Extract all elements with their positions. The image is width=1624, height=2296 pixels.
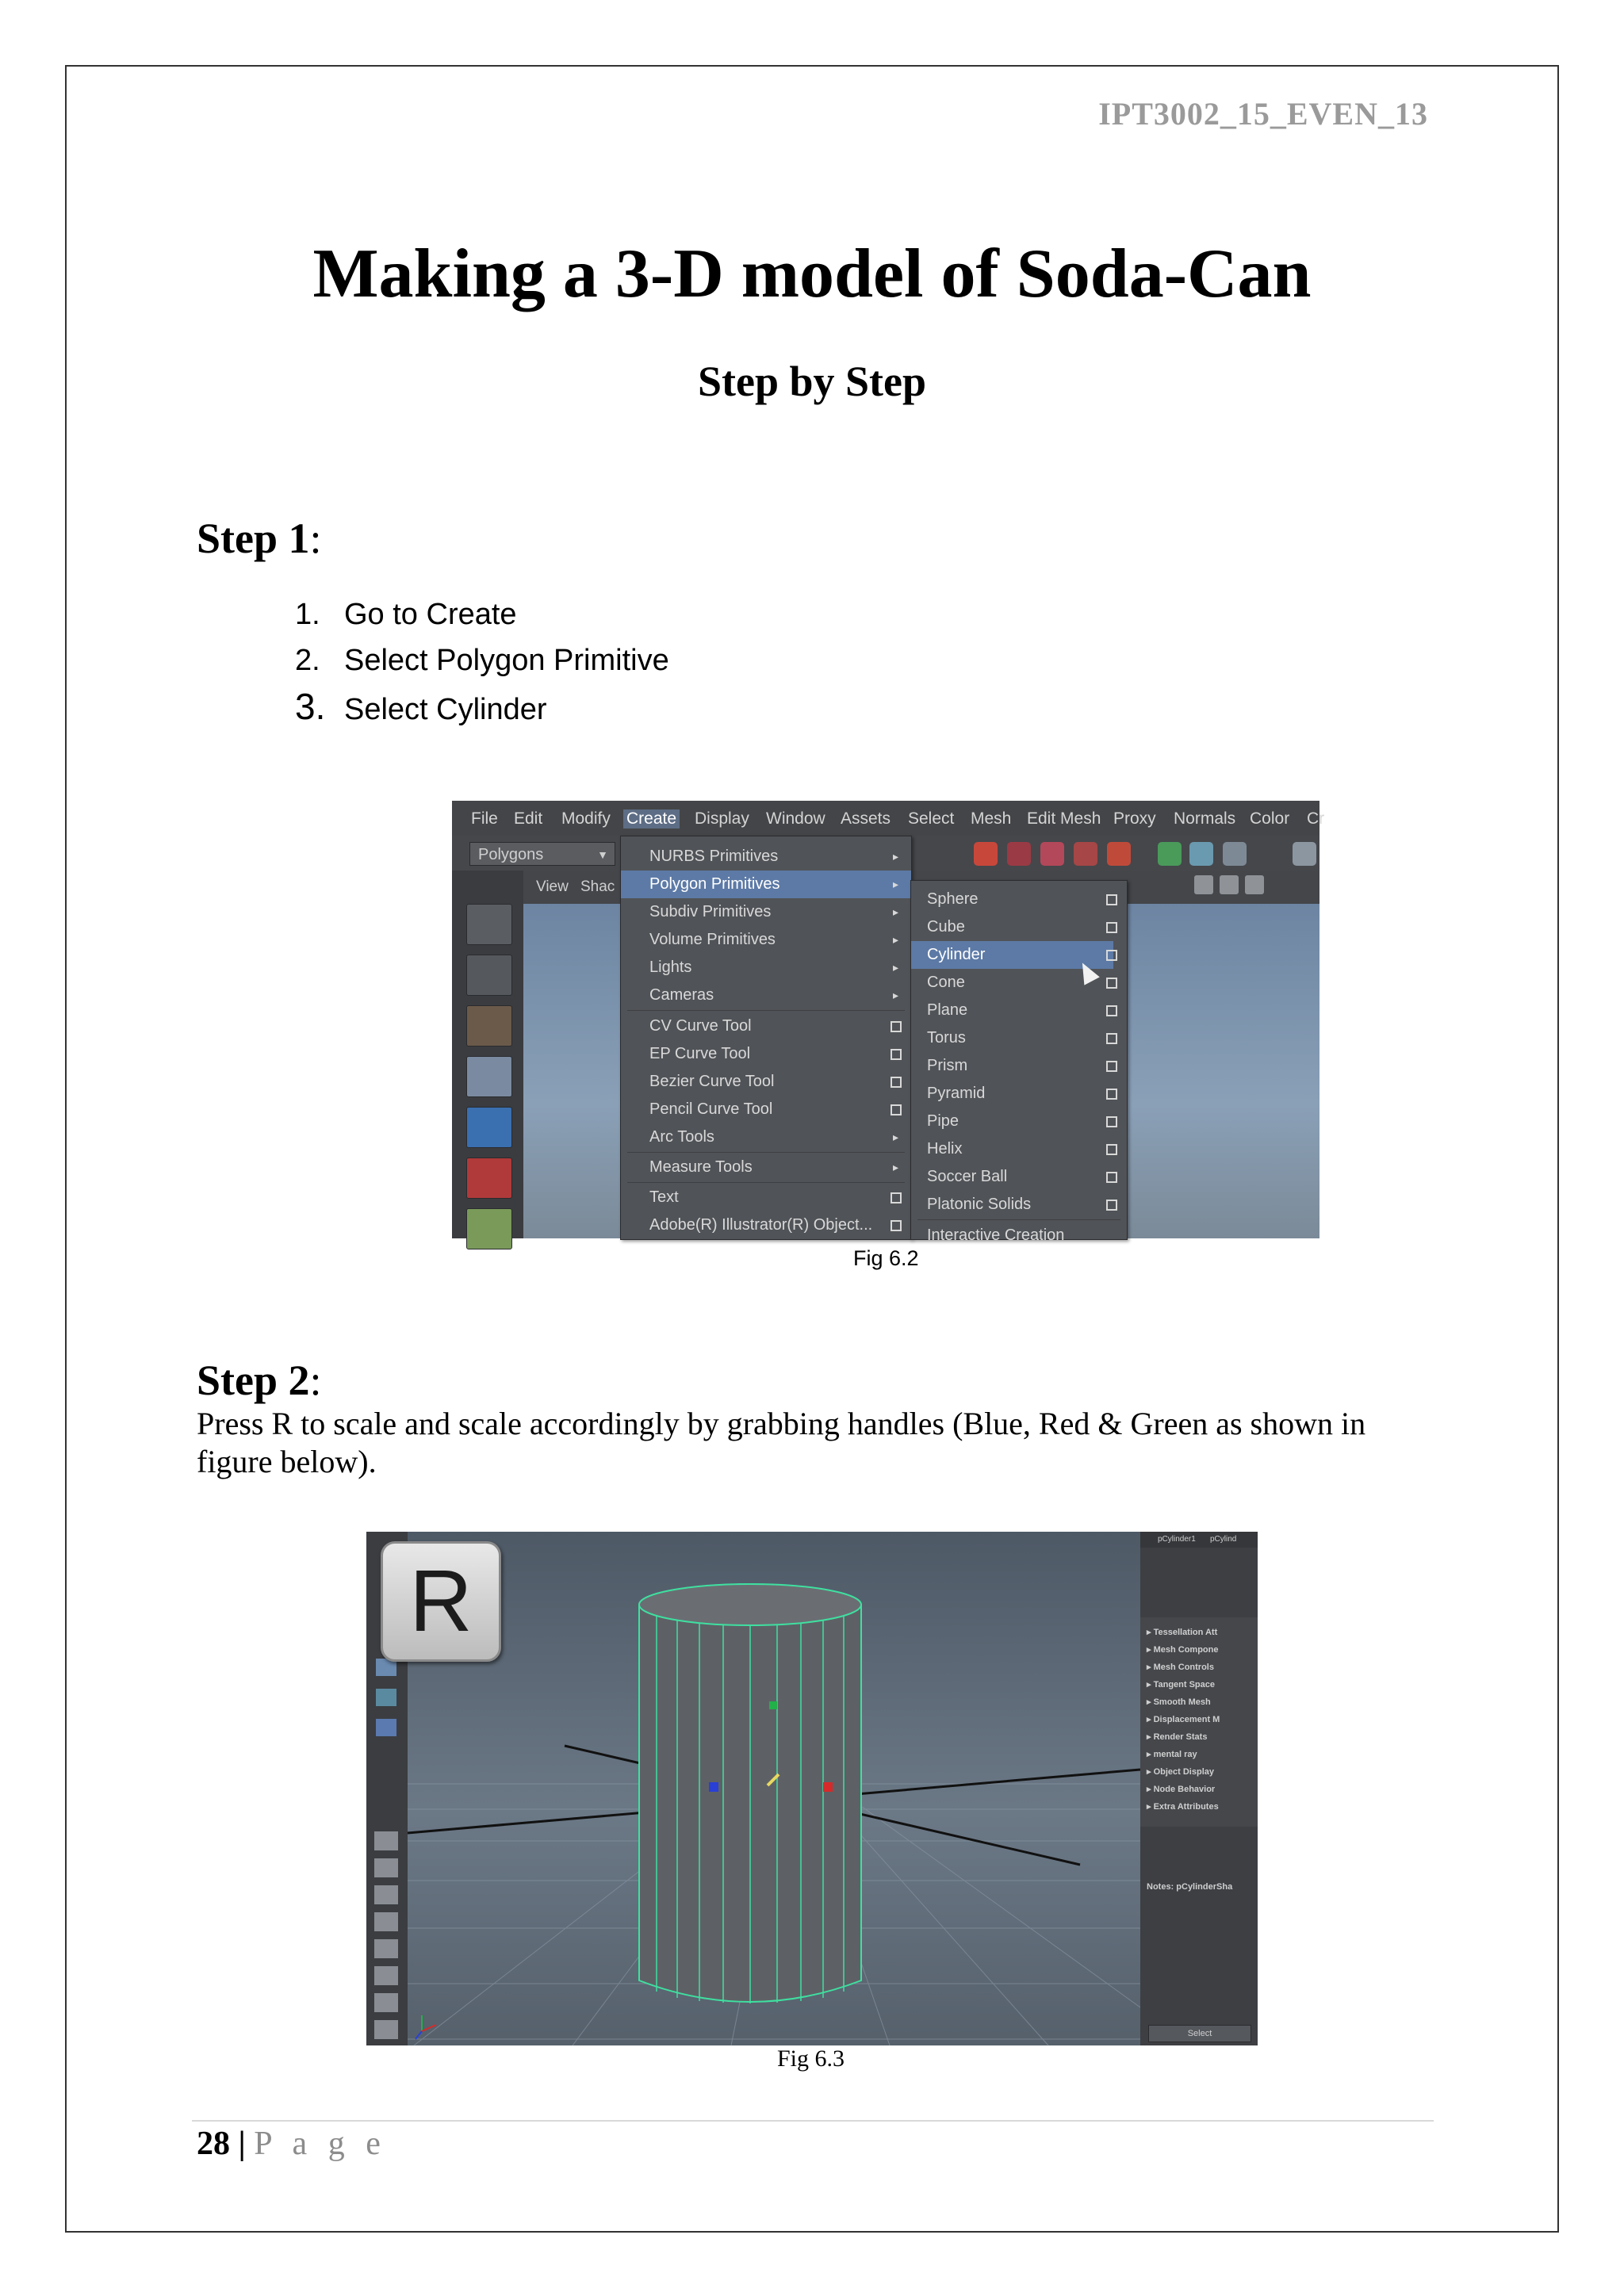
- option-box-icon[interactable]: [1106, 894, 1117, 905]
- option-box-icon[interactable]: [1106, 1200, 1117, 1211]
- step1-list: [295, 591, 669, 729]
- menu-item[interactable]: Cameras ▸: [621, 982, 911, 1009]
- panel-icon[interactable]: [1194, 875, 1213, 894]
- menu-select[interactable]: Select: [908, 809, 955, 828]
- notes-label: Notes: pCylinderSha: [1147, 1882, 1233, 1892]
- page-number: 28: [197, 2126, 230, 2162]
- attribute-item[interactable]: ▸ Smooth Mesh: [1147, 1697, 1211, 1707]
- z-scale-handle[interactable]: [709, 1782, 718, 1792]
- menu-create[interactable]: Create: [623, 809, 680, 828]
- option-box-icon[interactable]: [1106, 922, 1117, 933]
- submenu-arrow-icon: ▸: [892, 933, 898, 946]
- attribute-item[interactable]: ▸ Displacement M: [1147, 1715, 1220, 1724]
- document-id: IPT3002_15_EVEN_13: [1098, 96, 1428, 132]
- option-box-icon[interactable]: [1106, 1172, 1117, 1183]
- lasso-tool-icon[interactable]: [466, 955, 512, 996]
- layout-icon[interactable]: [374, 1993, 398, 2012]
- submenu-arrow-icon: ▸: [892, 1131, 898, 1143]
- menu-item[interactable]: Arc Tools ▸: [621, 1123, 911, 1151]
- scale-tool-icon[interactable]: [466, 1158, 512, 1199]
- menu-divider: [627, 1010, 905, 1011]
- figure-caption: Fig 6.2: [853, 1246, 919, 1270]
- cylinder-scale-figure: [366, 1532, 1258, 2045]
- attribute-item[interactable]: ▸ Tangent Space: [1147, 1680, 1216, 1689]
- mode-selector[interactable]: [469, 842, 615, 866]
- menu-item[interactable]: Cylinder: [911, 941, 1113, 969]
- toolbox: [452, 871, 523, 1238]
- submenu-arrow-icon: ▸: [892, 905, 898, 918]
- menu-item[interactable]: Soccer Ball: [911, 1163, 1127, 1191]
- menu-item[interactable]: Cone: [911, 969, 1127, 997]
- page-title: Making a 3-D model of Soda-Can: [312, 235, 1312, 312]
- shelf-icon[interactable]: [1107, 842, 1131, 866]
- page-label: P a g e: [254, 2126, 387, 2162]
- panel-menu-view[interactable]: View: [536, 878, 569, 895]
- menu-item[interactable]: Pyramid: [911, 1080, 1127, 1108]
- manipulator-tool-icon[interactable]: [466, 1208, 512, 1249]
- list-text: Select Polygon Primitive: [344, 644, 669, 677]
- menu-item[interactable]: Pencil Curve Tool: [621, 1096, 911, 1123]
- tool-icon[interactable]: [376, 1689, 396, 1706]
- shelf-icon[interactable]: [1223, 842, 1247, 866]
- page-footer: [197, 2125, 387, 2163]
- attribute-item[interactable]: ▸ mental ray: [1147, 1750, 1197, 1759]
- shelf-icon[interactable]: [1189, 842, 1213, 866]
- layout-icon[interactable]: [374, 1966, 398, 1985]
- layout-icon[interactable]: [374, 1912, 398, 1931]
- menu-item[interactable]: Adobe(R) Illustrator(R) Object...: [621, 1211, 911, 1239]
- footer-divider: [192, 2120, 1434, 2122]
- move-tool-icon[interactable]: [466, 1056, 512, 1097]
- create-menu: [620, 836, 912, 1240]
- menu-divider: [627, 1182, 905, 1183]
- paint-tool-icon[interactable]: [466, 1005, 512, 1047]
- tab-pcylinder-shape[interactable]: pCylind: [1210, 1535, 1237, 1544]
- option-box-icon[interactable]: [1106, 1116, 1117, 1127]
- list-item: [295, 683, 669, 729]
- menu-item[interactable]: Subdiv Primitives ▸: [621, 898, 911, 926]
- option-box-icon[interactable]: [891, 1104, 902, 1115]
- menu-item[interactable]: CV Curve Tool: [621, 1012, 911, 1040]
- select-button[interactable]: Select: [1148, 2025, 1251, 2042]
- menu-item[interactable]: Torus: [911, 1024, 1127, 1052]
- layout-icon[interactable]: [374, 2020, 398, 2039]
- list-number: 2.: [295, 644, 320, 677]
- panel-menu-shading[interactable]: Shac: [580, 878, 615, 895]
- attribute-item[interactable]: ▸ Mesh Controls: [1147, 1663, 1214, 1672]
- mode-selector-value: Polygons: [478, 846, 544, 863]
- submenu-arrow-icon: ▸: [892, 878, 898, 890]
- option-box-icon[interactable]: [1106, 978, 1117, 989]
- menu-item[interactable]: Measure Tools ▸: [621, 1154, 911, 1181]
- menu-item[interactable]: Sphere: [911, 886, 1127, 913]
- menu-mesh[interactable]: Mesh: [971, 809, 1012, 828]
- menu-edit[interactable]: Edit: [514, 809, 543, 828]
- option-box-icon[interactable]: [1106, 1005, 1117, 1016]
- option-box-icon[interactable]: [891, 1220, 902, 1231]
- list-item: [295, 591, 669, 637]
- attribute-editor: [1140, 1532, 1258, 2045]
- attribute-item[interactable]: ▸ Extra Attributes: [1147, 1802, 1219, 1812]
- shelf-icon[interactable]: [974, 842, 998, 866]
- list-number: 1.: [295, 598, 320, 631]
- shelf-icon[interactable]: [1158, 842, 1182, 866]
- attribute-item[interactable]: ▸ Node Behavior: [1147, 1785, 1216, 1794]
- tab-pcylinder1[interactable]: pCylinder1: [1158, 1535, 1196, 1544]
- step1-colon: :: [309, 515, 322, 562]
- rotate-tool-icon[interactable]: [466, 1107, 512, 1148]
- menu-modify[interactable]: Modify: [561, 809, 611, 828]
- attribute-item[interactable]: ▸ Render Stats: [1147, 1732, 1208, 1742]
- shelf-icon[interactable]: [1293, 842, 1316, 866]
- list-text: Select Cylinder: [344, 693, 547, 726]
- layout-icon[interactable]: [374, 1885, 398, 1904]
- submenu-arrow-icon: ▸: [892, 1161, 898, 1173]
- submenu-arrow-icon: ▸: [892, 850, 898, 863]
- attribute-item[interactable]: ▸ Object Display: [1147, 1767, 1214, 1777]
- step2-heading-label: Step 2: [197, 1357, 310, 1404]
- step1-heading-label: Step 1: [197, 515, 310, 562]
- menu-item[interactable]: Platonic Solids: [911, 1191, 1127, 1219]
- layout-icon[interactable]: [374, 1831, 398, 1850]
- menu-item[interactable]: Prism: [911, 1052, 1127, 1080]
- menu-bar: [452, 801, 1325, 836]
- option-box-icon[interactable]: [891, 1021, 902, 1032]
- axis-gizmo: [416, 2015, 436, 2039]
- option-box-icon[interactable]: [891, 1049, 902, 1060]
- menu-item[interactable]: Interactive Creation: [927, 1226, 1065, 1244]
- menu-item-option: [911, 941, 1127, 969]
- panel-icon[interactable]: [1245, 875, 1264, 894]
- menu-item[interactable]: Cube: [911, 913, 1127, 941]
- shelf-icon[interactable]: [1040, 842, 1064, 866]
- option-box-icon[interactable]: [1106, 950, 1117, 961]
- menu-proxy[interactable]: Proxy: [1113, 809, 1156, 828]
- step2-heading: [197, 1356, 322, 1405]
- menu-item[interactable]: Pipe: [911, 1108, 1127, 1135]
- layout-icon[interactable]: [374, 1939, 398, 1958]
- menu-item[interactable]: Lights ▸: [621, 954, 911, 982]
- menu-item[interactable]: Plane: [911, 997, 1127, 1024]
- option-box-icon[interactable]: [1106, 1144, 1117, 1155]
- menu-color[interactable]: Color: [1250, 809, 1290, 828]
- menu-window[interactable]: Window: [766, 809, 825, 828]
- list-number: 3.: [295, 686, 326, 727]
- submenu-arrow-icon: ▸: [892, 961, 898, 974]
- shelf-icon[interactable]: [1007, 842, 1031, 866]
- attribute-item[interactable]: ▸ Tessellation Att: [1147, 1628, 1218, 1637]
- footer-separator: |: [238, 2126, 246, 2162]
- menu-display[interactable]: Display: [695, 809, 749, 828]
- menu-item[interactable]: NURBS Primitives ▸: [621, 843, 911, 871]
- polygon-primitives-submenu: [910, 880, 1128, 1244]
- step2-colon: :: [309, 1357, 322, 1404]
- list-item: [295, 637, 669, 683]
- figure-caption: Fig 6.3: [777, 2045, 845, 2072]
- menu-item[interactable]: Helix: [911, 1135, 1127, 1163]
- attribute-item[interactable]: ▸ Mesh Compone: [1147, 1645, 1219, 1655]
- menu-item[interactable]: EP Curve Tool: [621, 1040, 911, 1068]
- submenu-arrow-icon: ▸: [892, 989, 898, 1001]
- menu-assets[interactable]: Assets: [841, 809, 891, 828]
- menu-item[interactable]: Bezier Curve Tool: [621, 1068, 911, 1096]
- menu-item[interactable]: Text: [621, 1184, 911, 1211]
- option-box-icon[interactable]: [1106, 1061, 1117, 1072]
- menu-item[interactable]: Polygon Primitives ▸: [621, 871, 911, 898]
- layout-icon[interactable]: [374, 1858, 398, 1877]
- option-box-icon[interactable]: [891, 1192, 902, 1203]
- tool-icon[interactable]: [376, 1719, 396, 1736]
- list-text: Go to Create: [344, 598, 517, 631]
- page-subtitle: Step by Step: [697, 358, 927, 405]
- x-scale-handle[interactable]: [823, 1782, 833, 1792]
- menu-file[interactable]: File: [471, 809, 498, 828]
- chevron-down-icon: ▼: [597, 848, 608, 861]
- cylinder-mesh: [639, 1584, 861, 2003]
- shelf-icon[interactable]: [1074, 842, 1097, 866]
- menu-item[interactable]: Volume Primitives ▸: [621, 926, 911, 954]
- step2-paragraph: Press R to scale and scale accordingly by grabbing handles (Blue, Red & Green as shown in figure below).: [197, 1406, 1366, 1479]
- menu-normals[interactable]: Normals: [1174, 809, 1236, 828]
- menu-edit-mesh[interactable]: Edit Mesh: [1027, 809, 1101, 828]
- select-tool-icon[interactable]: [466, 904, 512, 945]
- menu-divider: [627, 1152, 905, 1153]
- option-box-icon[interactable]: [1106, 1089, 1117, 1100]
- menu-cr[interactable]: Cr: [1307, 809, 1325, 828]
- maya-create-menu-figure: [452, 801, 1325, 1244]
- panel-icon[interactable]: [1220, 875, 1239, 894]
- y-scale-handle[interactable]: [769, 1701, 777, 1709]
- option-box-icon[interactable]: [1106, 1033, 1117, 1044]
- step1-heading: [197, 514, 322, 563]
- attribute-tabs: [1140, 1532, 1258, 1548]
- option-box-icon[interactable]: [891, 1077, 902, 1088]
- r-key-icon: R: [381, 1541, 501, 1662]
- menu-divider: [917, 1219, 1120, 1220]
